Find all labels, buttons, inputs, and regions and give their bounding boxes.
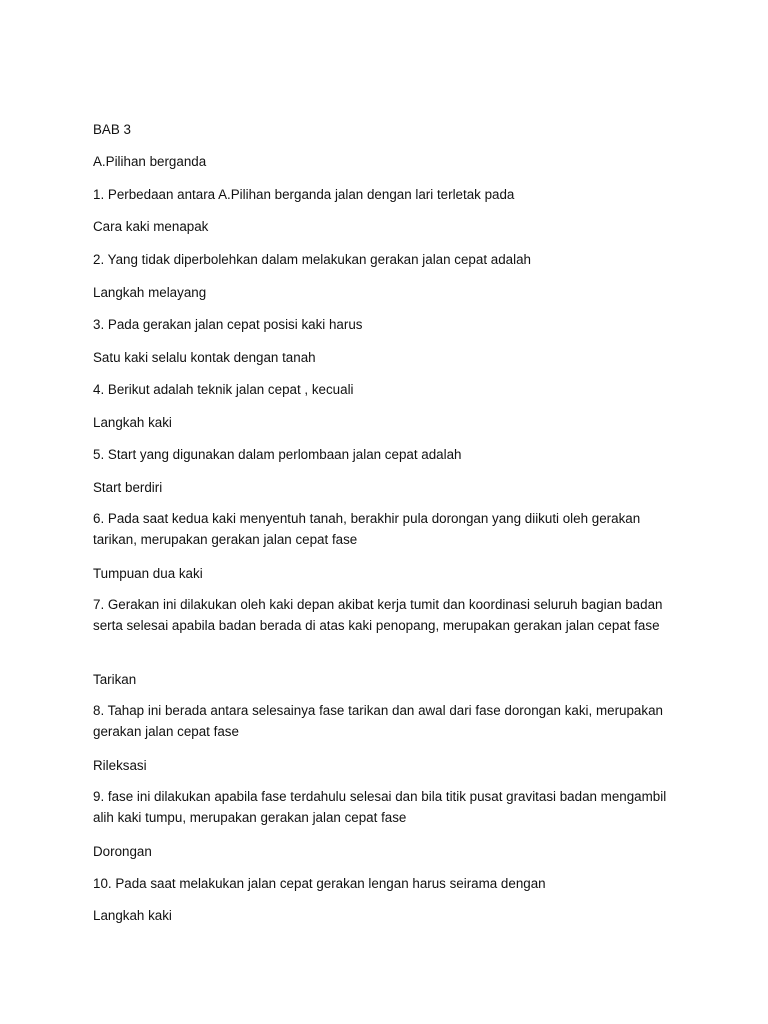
question-3: 3. Pada gerakan jalan cepat posisi kaki harus bbox=[93, 317, 363, 332]
answer-6: Tumpuan dua kaki bbox=[93, 566, 203, 581]
answer-1: Cara kaki menapak bbox=[93, 219, 209, 234]
answer-3: Satu kaki selalu kontak dengan tanah bbox=[93, 350, 316, 365]
answer-10: Langkah kaki bbox=[93, 908, 172, 923]
question-1: 1. Perbedaan antara A.Pilihan berganda jalan dengan lari terletak pada bbox=[93, 187, 515, 202]
question-10: 10. Pada saat melakukan jalan cepat gerakan lengan harus seirama dengan bbox=[93, 876, 546, 891]
question-7: 7. Gerakan ini dilakukan oleh kaki depan akibat kerja tumit dan koordinasi seluruh bagian badan serta selesai apabila badan berada di atas kaki penopang, merupakan gerakan jalan cepat fase bbox=[93, 597, 663, 633]
question-6: 6. Pada saat kedua kaki menyentuh tanah, berakhir pula dorongan yang diikuti oleh gerakan tarikan, merupakan gerakan jalan cepat fase bbox=[93, 511, 641, 547]
answer-7: Tarikan bbox=[93, 672, 137, 687]
chapter-heading: BAB 3 bbox=[93, 122, 131, 137]
answer-5: Start berdiri bbox=[93, 480, 163, 495]
section-title: A.Pilihan berganda bbox=[93, 154, 207, 169]
question-8: 8. Tahap ini berada antara selesainya fase tarikan dan awal dari fase dorongan kaki, merupakan gerakan jalan cepat fase bbox=[93, 703, 663, 739]
question-5: 5. Start yang digunakan dalam perlombaan jalan cepat adalah bbox=[93, 447, 462, 462]
answer-8: Rileksasi bbox=[93, 758, 147, 773]
question-9: 9. fase ini dilakukan apabila fase terdahulu selesai dan bila titik pusat gravitasi badan mengambil alih kaki tumpu, merupakan gerakan jalan cepat fase bbox=[93, 789, 667, 825]
question-4: 4. Berikut adalah teknik jalan cepat , kecuali bbox=[93, 382, 354, 397]
answer-2: Langkah melayang bbox=[93, 285, 207, 300]
answer-9: Dorongan bbox=[93, 844, 152, 859]
answer-4: Langkah kaki bbox=[93, 415, 172, 430]
document-page bbox=[93, 0, 693, 1024]
question-2: 2. Yang tidak diperbolehkan dalam melakukan gerakan jalan cepat adalah bbox=[93, 252, 531, 267]
